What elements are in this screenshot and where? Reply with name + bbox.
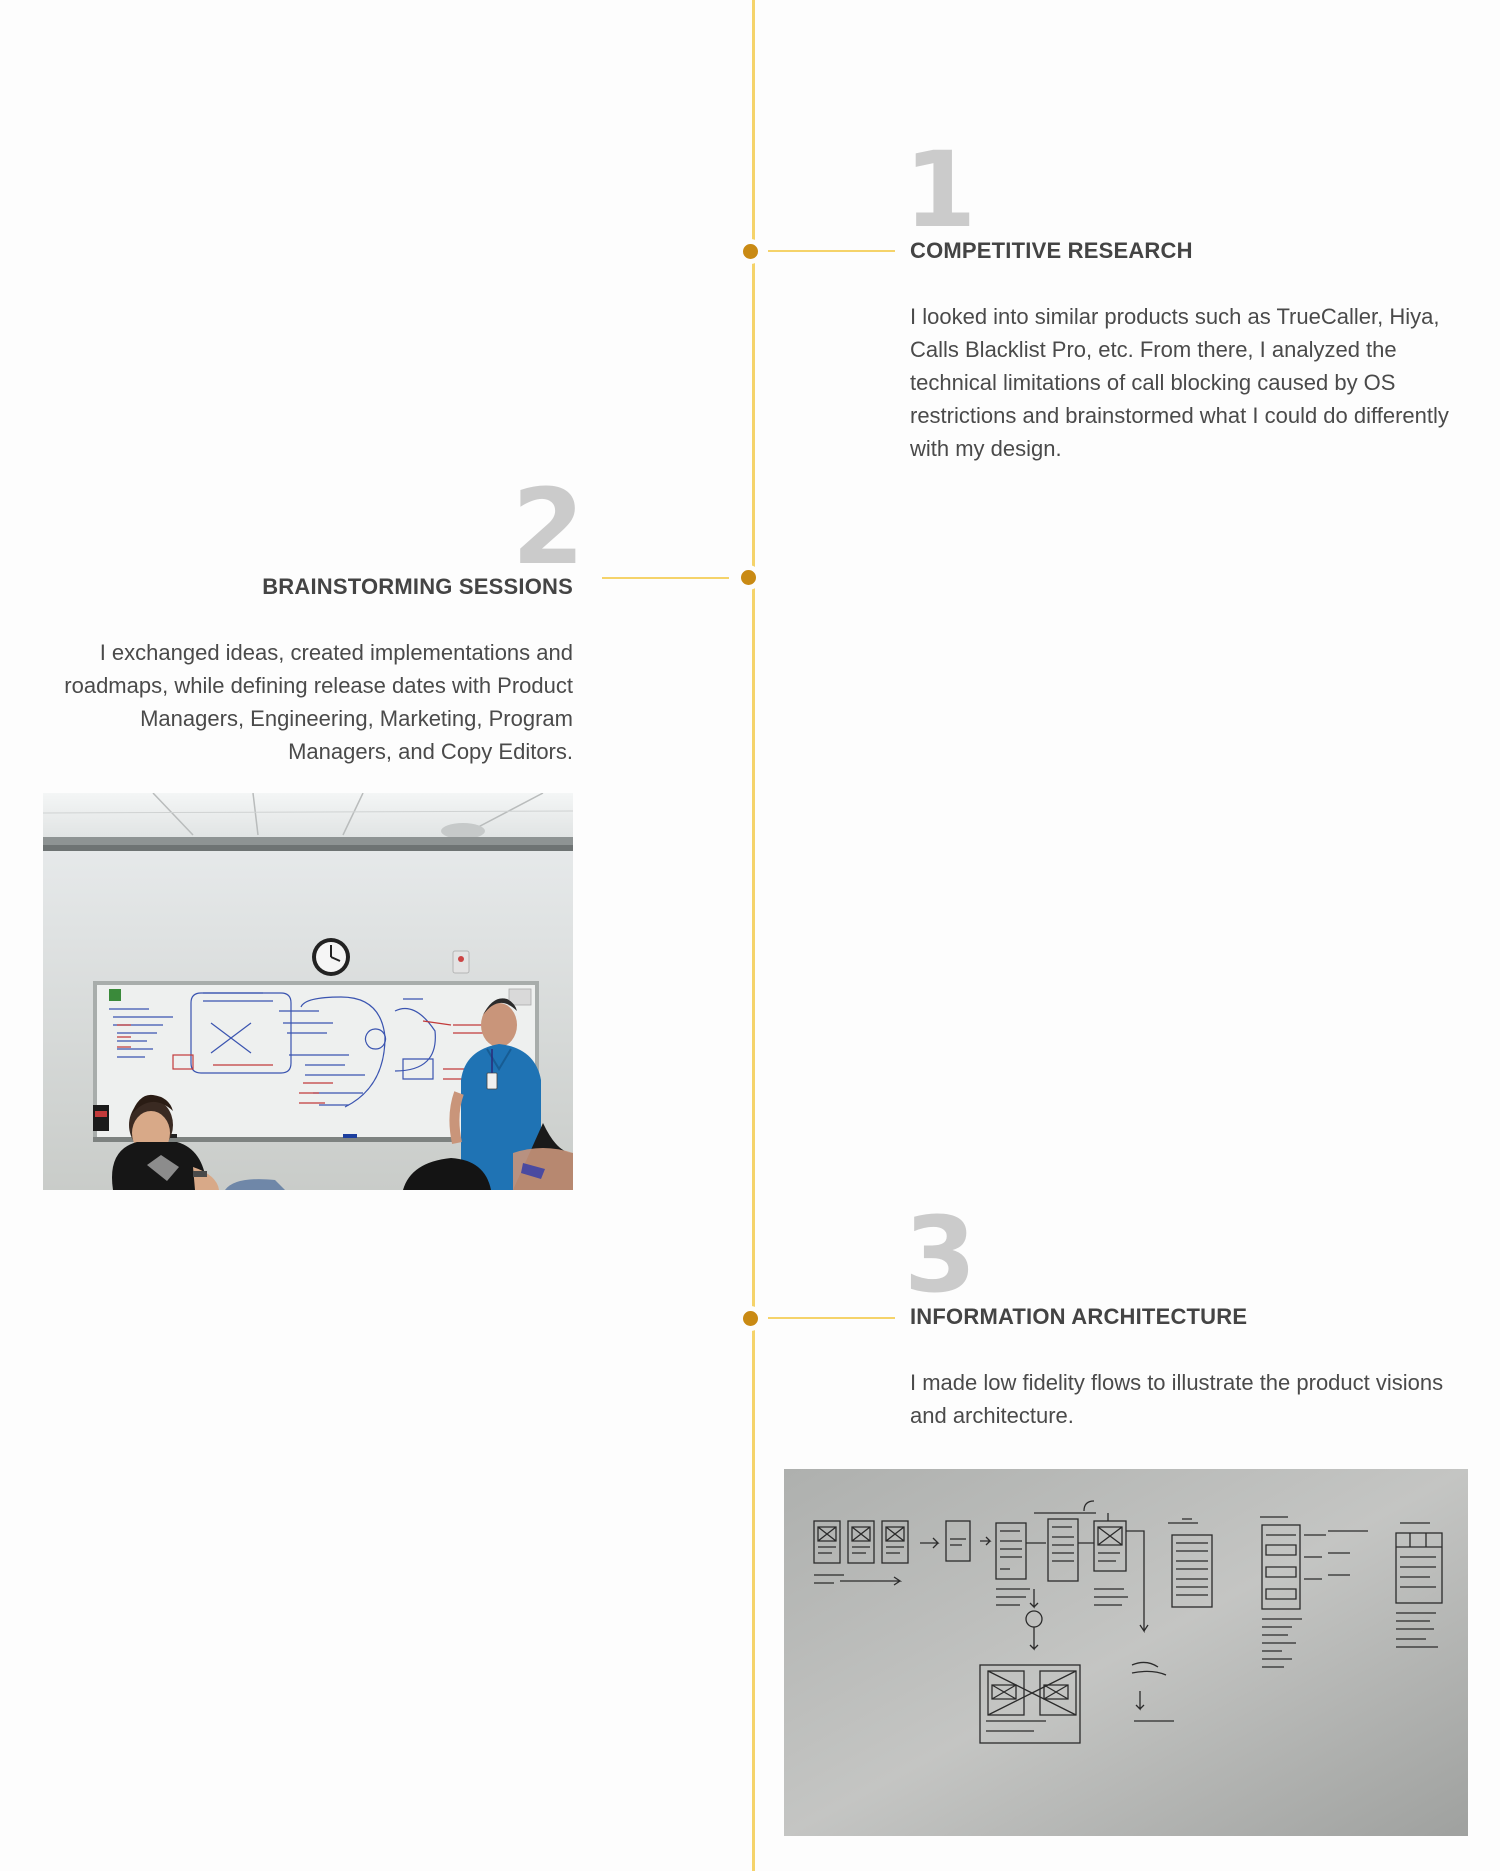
step-2-connector	[602, 577, 729, 579]
step-2-description: I exchanged ideas, created implementations and roadmaps, while defining release dates with Product Managers, Engineering, Marketing, Program Managers, and Copy Editors.	[64, 640, 573, 764]
step-3-number: 3	[904, 1194, 977, 1316]
step-1-title: COMPETITIVE RESEARCH	[910, 238, 1193, 263]
step-2-number: 2	[512, 466, 585, 588]
step-1-dot	[743, 244, 758, 259]
timeline-line	[752, 0, 755, 1871]
step-1-connector	[768, 250, 895, 252]
information-architecture-photo	[784, 1469, 1468, 1836]
brainstorming-photo	[43, 793, 573, 1190]
step-1-description: I looked into similar products such as TrueCaller, Hiya, Calls Blacklist Pro, etc. From there, I analyzed the technical limitations of call blocking caused by OS restrictions and brainstormed what I could do differently with my design.	[910, 304, 1449, 461]
step-2-dot	[741, 570, 756, 585]
step-3-connector	[768, 1317, 895, 1319]
step-2-title: BRAINSTORMING SESSIONS	[262, 574, 573, 599]
step-1-number: 1	[904, 129, 977, 251]
step-3-dot	[743, 1311, 758, 1326]
step-3-description: I made low fidelity flows to illustrate the product visions and architecture.	[910, 1370, 1444, 1428]
step-3-title: INFORMATION ARCHITECTURE	[910, 1304, 1248, 1329]
